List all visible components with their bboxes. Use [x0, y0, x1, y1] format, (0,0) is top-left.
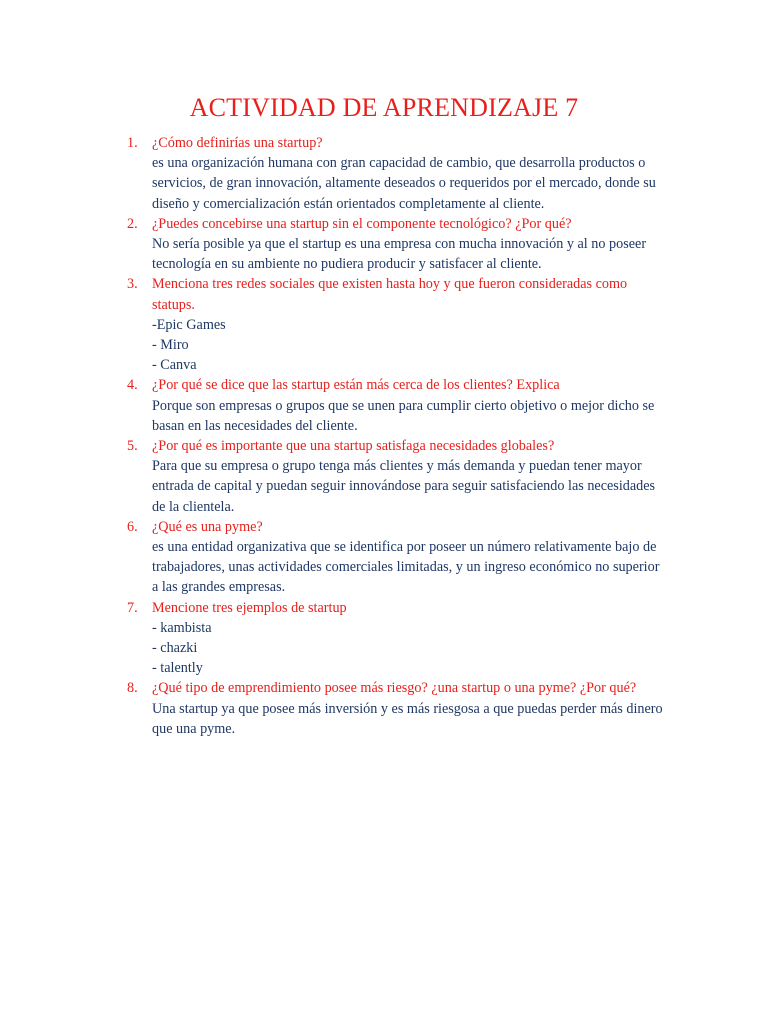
question-item: [127, 517, 667, 598]
question-number: 2.: [127, 215, 138, 232]
question-item: [127, 598, 667, 679]
question-text: Menciona tres redes sociales que existen hasta hoy y que fueron consideradas como statups.: [152, 276, 628, 313]
question-number: 7.: [127, 599, 138, 616]
answer-text: [152, 618, 667, 679]
answer-text: [152, 537, 667, 598]
question-text: ¿Qué es una pyme?: [152, 518, 263, 535]
answer-line: - kambista: [152, 619, 212, 636]
document-title: ACTIVIDAD DE APRENDIZAJE 7: [189, 93, 579, 122]
question-text: ¿Cómo definirías una startup?: [152, 135, 323, 151]
question-number: 8.: [127, 680, 138, 697]
answer-line: No sería posible ya que el startup es una empresa con mucha innovación y al no poseer tecnología en su ambiente no pudiera producir y satisfacer al cliente.: [152, 236, 647, 273]
question-item: [127, 436, 667, 517]
question-text: ¿Qué tipo de emprendimiento posee más riesgo? ¿una startup o una pyme? ¿Por qué?: [152, 680, 637, 697]
question-text: ¿Puedes concebirse una startup sin el componente tecnológico? ¿Por qué?: [152, 215, 572, 232]
question-item: [127, 274, 667, 375]
question-number: 1.: [127, 135, 138, 151]
answer-line: es una entidad organizativa que se identifica por poseer un número relativamente bajo de trabajadores, unas actividades comerciales limitadas, y un ingreso económico no superior a las grandes empresas.: [152, 539, 660, 596]
answer-text: [152, 456, 667, 517]
question-item: [127, 133, 667, 214]
answer-line: -Epic Games: [152, 316, 226, 333]
answer-text: [152, 153, 667, 214]
answer-line: - Canva: [152, 357, 197, 374]
question-item: [127, 214, 667, 275]
question-text: ¿Por qué es importante que una startup satisfaga necesidades globales?: [152, 438, 555, 455]
answer-line: - chazki: [152, 640, 198, 657]
answer-text: [152, 315, 667, 376]
answer-text: [152, 396, 667, 436]
answer-line: es una organización humana con gran capacidad de cambio, que desarrolla productos o servicios, de gran innovación, altamente deseados o requeridos por el mercado, donde su diseño y comercialización están orientados completamente al cliente.: [152, 155, 656, 212]
question-text: Mencione tres ejemplos de startup: [152, 599, 347, 616]
answer-line: Para que su empresa o grupo tenga más clientes y más demanda y puedan tener mayor entrada de capital y puedan seguir innovándose para seguir satisfaciendo las necesidades de la clientela.: [152, 458, 656, 515]
question-item: [127, 375, 667, 436]
answer-line: - Miro: [152, 337, 189, 354]
question-number: 5.: [127, 438, 138, 455]
question-number: 4.: [127, 377, 138, 394]
answer-text: [152, 699, 667, 739]
answer-text: [152, 234, 667, 274]
question-text: ¿Por qué se dice que las startup están más cerca de los clientes? Explica: [152, 377, 560, 394]
question-number: 3.: [127, 276, 138, 293]
answer-line: Una startup ya que posee más inversión y es más riesgosa a que puedas perder más dinero que una pyme.: [152, 700, 663, 737]
question-item: [127, 678, 667, 739]
question-number: 6.: [127, 518, 138, 535]
answer-line: - talently: [152, 660, 203, 677]
answer-line: Porque son empresas o grupos que se unen para cumplir cierto objetivo o mejor dicho se basan en las necesidades del cliente.: [152, 397, 655, 434]
question-list: [127, 133, 667, 739]
